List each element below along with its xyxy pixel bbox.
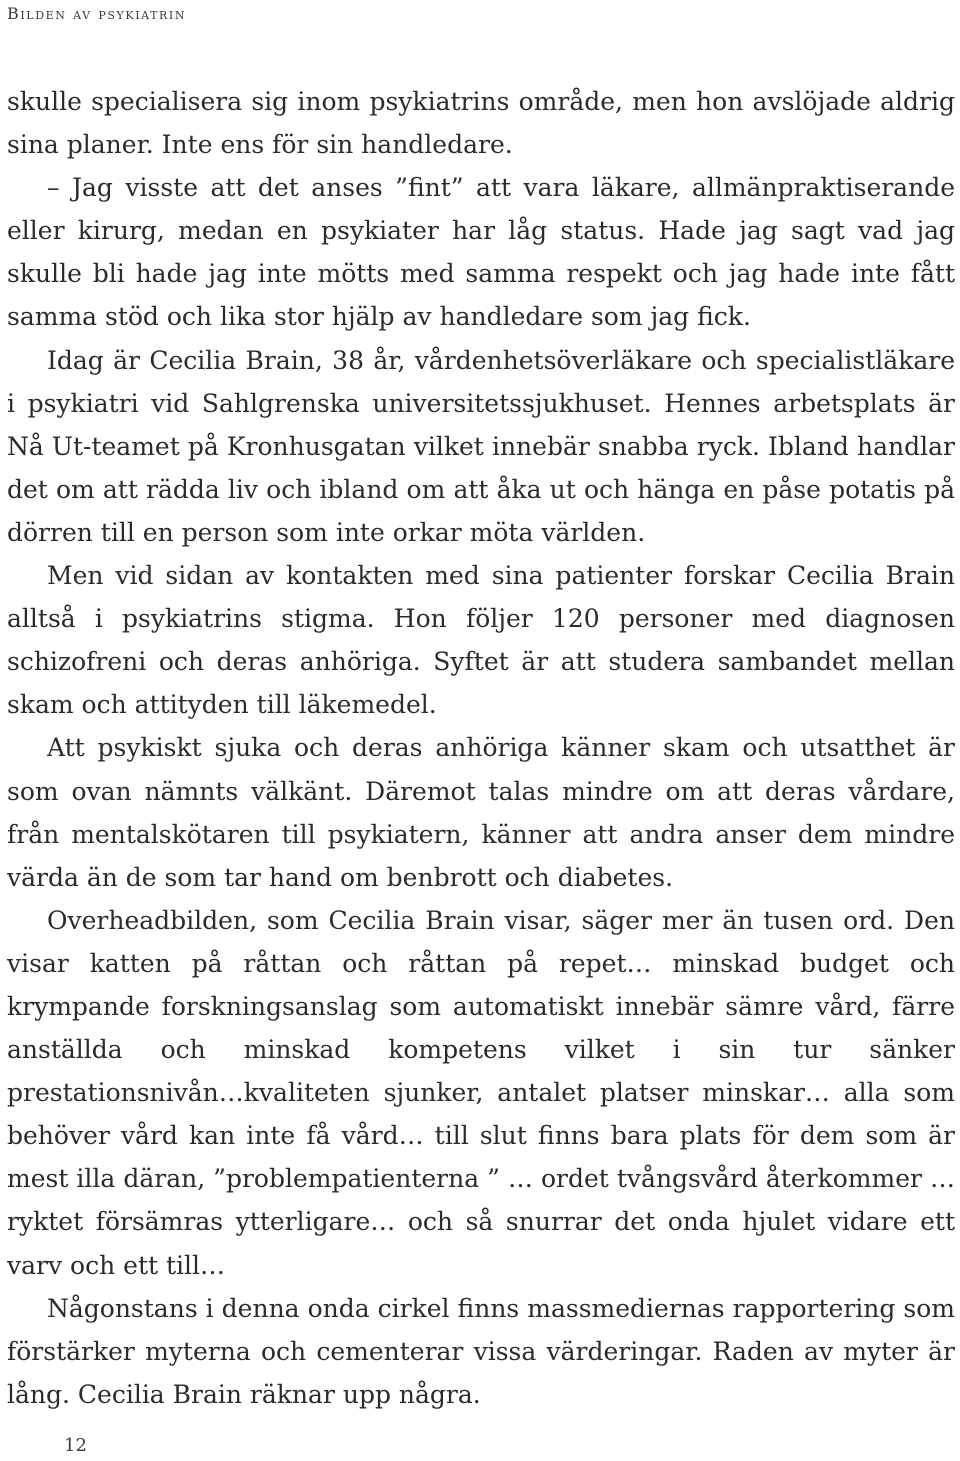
running-head: Bilden av psykiatrin <box>7 4 187 23</box>
paragraph: skulle specialisera sig inom psykiatrins område, men hon avslöjade aldrig sina planer. Inte ens för sin handledare. <box>7 87 955 160</box>
paragraph: Men vid sidan av kontakten med sina patienter forskar Cecilia Brain alltså i psykiatrins stigma. Hon följer 120 personer med diagnosen schizofreni och deras anhöriga. Syftet är att studera sambandet mellan skam och attityden till läkemedel. <box>7 561 955 720</box>
paragraph: Att psykiskt sjuka och deras anhöriga känner skam och utsatthet är som ovan nämnts välkänt. Däremot talas mindre om att deras vårdare, från mentalskötaren till psykiatern, känner att andra anser dem mindre värda än de som tar hand om benbrott och diabetes. <box>7 733 955 892</box>
body-text <box>7 80 955 1416</box>
paragraph: Overheadbilden, som Cecilia Brain visar, säger mer än tusen ord. Den visar katten på råttan och råttan på repet… minskad budget och krympande forskningsanslag som automatiskt innebär sämre vård, färre anställda och minskad kompetens vilket i sin tur sänker prestationsnivån…kvaliteten sjunker, antalet platser minskar… alla som behöver vård kan inte få vård… till slut finns bara plats för dem som är mest illa däran, ”problempatienterna ” … ordet tvångsvård återkommer … ryktet försämras ytterligare… och så snurrar det onda hjulet vidare ett varv och ett till… <box>7 905 955 1280</box>
paragraph: Någonstans i denna onda cirkel finns massmediernas rapportering som förstärker myterna och cementerar vissa värderingar. Raden av myter är lång. Cecilia Brain räknar upp några. <box>7 1293 955 1409</box>
paragraph: Idag är Cecilia Brain, 38 år, vårdenhetsöverläkare och specialistläkare i psykiatri vid Sahlgrenska universitetssjukhuset. Hennes arbetsplats är Nå Ut-teamet på Kronhusgatan vilket innebär snabba ryck. Ibland handlar det om att rädda liv och ibland om att åka ut och hänga en påse potatis på dörren till en person som inte orkar möta världen. <box>7 345 955 547</box>
page-number: 12 <box>64 1435 87 1456</box>
paragraph: – Jag visste att det anses ”fint” att vara läkare, allmänpraktiserande eller kirurg, medan en psykiater har låg status. Hade jag sagt vad jag skulle bli hade jag inte mötts med samma respekt och jag hade inte fått samma stöd och lika stor hjälp av handledare som jag fick. <box>7 173 955 332</box>
